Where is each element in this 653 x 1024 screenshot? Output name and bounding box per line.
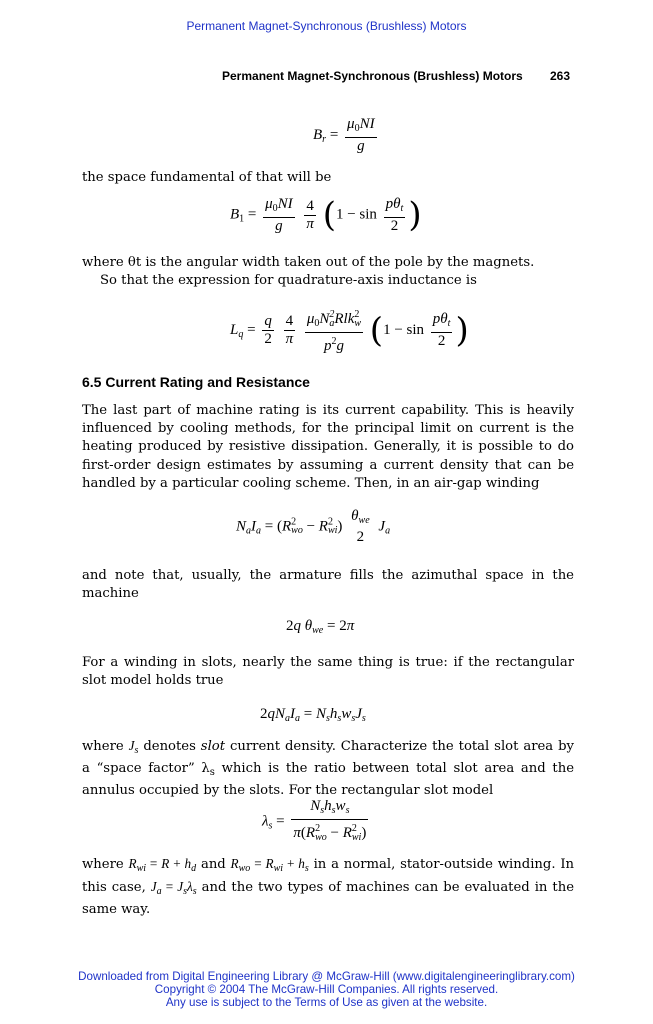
paragraph-current-capability: The last part of machine rating is its current capability. This is heavily influenced by cooling methods, for the principal limit on current is the heating produced by resistive dissipation. Generally, it is possible to do first-order design estimates by assuming a current density that can be handled by a particular cooling scheme. Then, in an air-gap winding (82, 403, 574, 491)
paragraph-space-fundamental: the space fundamental of that will be (82, 170, 332, 185)
footer-terms: Any use is subject to the Terms of Use as given at the website. (165, 996, 488, 1009)
equation-slot-model: $2qN_aI_a = N_sh_sw_sJ_s$ (260, 706, 366, 724)
document-banner: Permanent Magnet-Synchronous (Brushless) Motors (186, 19, 467, 33)
footer-notice (0, 970, 653, 1009)
paragraph-stator-outside: where $R_{wi} = R + h_d$ and $R_{wo} = R_{wi} + h_s$ in a normal, stator-outside winding. In this case, $J_a = J_s\lambda_s$ and the two types of machines can be evaluated in the same way. (82, 856, 575, 918)
equation-space-factor: $\lambda_s$ = $\frac{N_sh_sw_s}{\pi(R^2_{wo} - R^2_{wi})}$ (262, 798, 367, 843)
paragraph-angular-width: where θt is the angular width taken out of the pole by the magnets. (82, 255, 535, 270)
footer-download-link[interactable]: Downloaded from Digital Engineering Library @ McGraw-Hill (www.digitalengineeringlibrary.com) (78, 970, 575, 983)
paragraph-winding-slots: For a winding in slots, nearly the same thing is true: if the rectangular slot model holds true (82, 655, 574, 689)
paragraph-armature-fills: and note that, usually, the armature fills the azimuthal space in the machine (82, 568, 574, 602)
equation-na-ia: $N_aI_a = (R^2_{wo} - R^2_{wi})$ $\theta_{we}$ 2 $J_a$ (236, 508, 391, 545)
section-heading: 6.5 Current Rating and Resistance (82, 374, 310, 390)
running-header-title: Permanent Magnet-Synchronous (Brushless) Motors (222, 69, 523, 83)
equation-azimuthal: 2q $\theta_{we} = 2\pi$ (286, 618, 355, 636)
equation-br: $B_r$ = $\frac{\mu_0NI}{g}$ (313, 116, 375, 154)
equation-lq: $L_q$ = $\frac{q}{2}$ $\frac{4}{\pi}$ $\frac{\mu_0N^2_aRlk^2_w}{p^2g}$ (1 − sin $\frac{p\theta_t}{2}$ ) (230, 306, 469, 355)
paragraph-quadrature-intro: So that the expression for quadrature-axis inductance is (100, 273, 477, 288)
page-number: 263 (550, 69, 571, 83)
equation-b1: $B_1$ = $\frac{\mu_0NI}{g}$ $\frac{4}{\pi}$ (1 − sin $\frac{p\theta_t}{2}$ ) (230, 195, 422, 235)
footer-copyright: Copyright © 2004 The McGraw-Hill Companies. All rights reserved. (154, 983, 499, 996)
paragraph-slot-current-density: where $J_s$ denotes slot current density. Characterize the total slot area by a “space factor” $\lambda_s$ which is the ratio between total slot area and the annulus occupied by the slots. For the rectangular slot model (82, 738, 574, 799)
